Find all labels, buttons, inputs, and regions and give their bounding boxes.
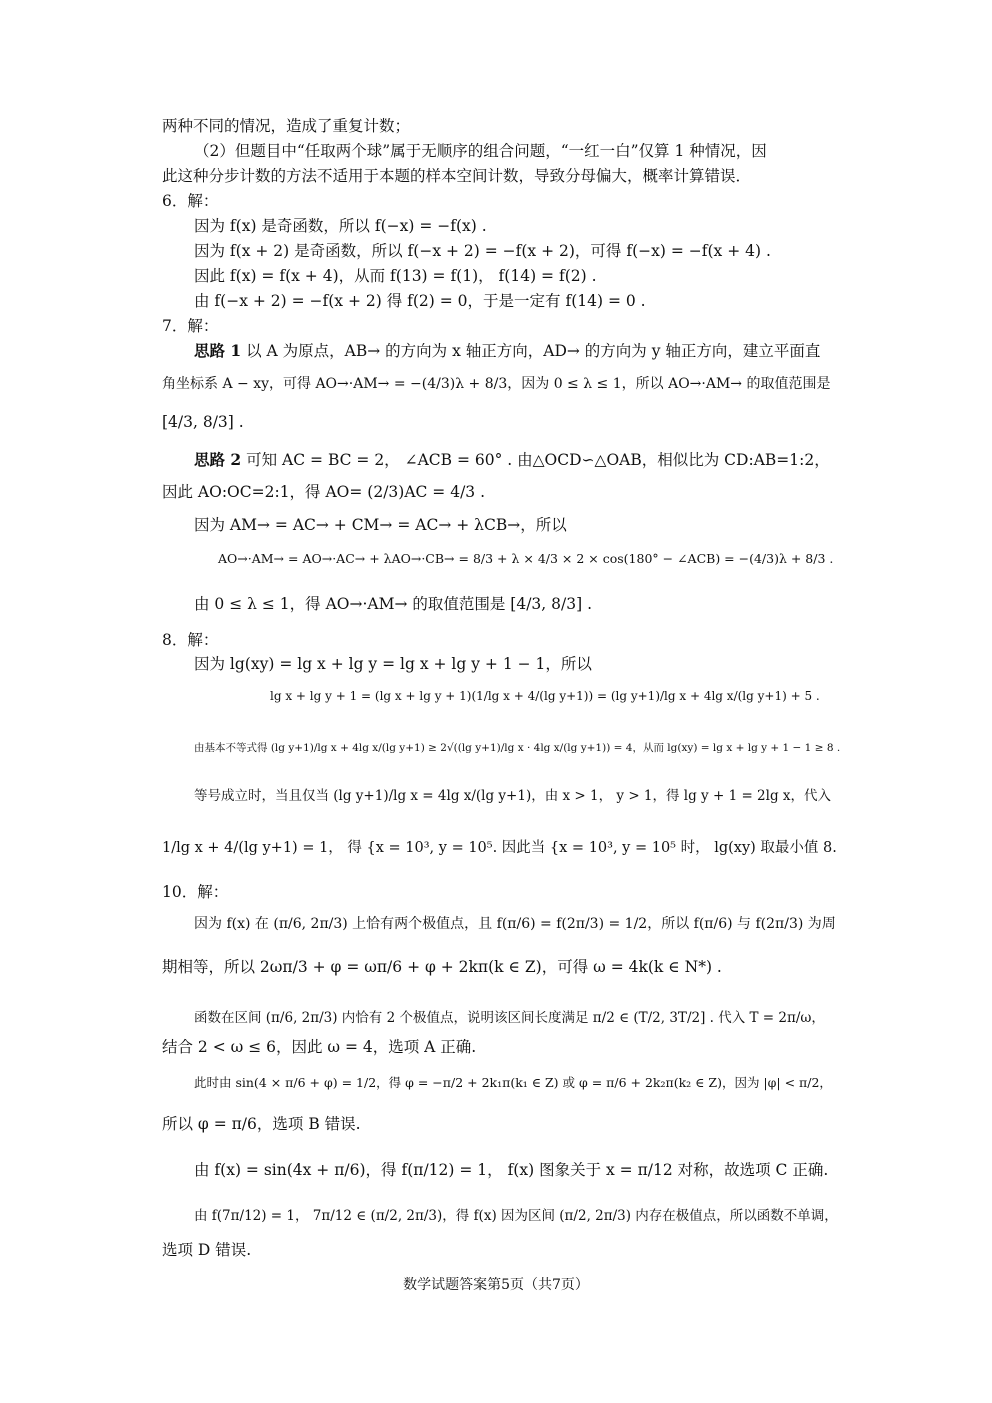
text-line: lg x + lg y + 1 = (lg x + lg y + 1)(1/lg x + 4/(lg y+1)) = (lg y+1)/lg x + 4lg x/(lg y+1) + 5 . xyxy=(270,689,820,703)
text-line: 角坐标系 A − xy，可得 AO→·AM→ = −(4/3)λ + 8/3，因为 0 ≤ λ ≤ 1，所以 AO→·AM→ 的取值范围是 xyxy=(162,376,831,392)
text-line: 因此 f(x) = f(x + 4)，从而 f(13) = f(1)， f(14) = f(2) . xyxy=(194,267,597,285)
text-line: AO→·AM→ = AO→·AC→ + λAO→·CB→ = 8/3 + λ × 4/3 × 2 × cos(180° − ∠ACB) = −(4/3)λ + 8/3 . xyxy=(218,551,834,566)
idea-label: 思路 1 xyxy=(194,341,242,360)
text-line: 由 0 ≤ λ ≤ 1，得 AO→·AM→ 的取值范围是 [4/3, 8/3] . xyxy=(194,595,592,613)
text-line: 此这种分步计数的方法不适用于本题的样本空间计数，导致分母偏大，概率计算错误． xyxy=(162,167,752,185)
problem-heading: 10．解： xyxy=(162,883,229,901)
page-footer: 数学试题答案第5页（共7页） xyxy=(403,1277,589,1293)
text-line: 因为 lg(xy) = lg x + lg y = lg x + lg y + 1 − 1，所以 xyxy=(194,655,592,673)
text-line: 因为 AM→ = AC→ + CM→ = AC→ + λCB→，所以 xyxy=(194,516,567,534)
text-line: 等号成立时，当且仅当 (lg y+1)/lg x = 4lg x/(lg y+1)，由 x > 1， y > 1，得 lg y + 1 = 2lg x，代入 xyxy=(194,788,832,804)
text-line: 由 f(x) = sin(4x + π/6)，得 f(π/12) = 1， f(x) 图象关于 x = π/12 对称，故选项 C 正确. xyxy=(194,1161,829,1179)
idea-label: 思路 2 xyxy=(194,450,242,469)
problem-heading: 6．解： xyxy=(162,192,219,210)
text-line: 因为 f(x + 2) 是奇函数，所以 f(−x + 2) = −f(x + 2)，可得 f(−x) = −f(x + 4) . xyxy=(194,242,771,260)
text-line: 函数在区间 (π/6, 2π/3) 内恰有 2 个极值点，说明该区间长度满足 π/2 ∈ (T/2, 3T/2] . 代入 T = 2π/ω， xyxy=(194,1010,825,1026)
text-line: 思路 2 可知 AC = BC = 2， ∠ACB = 60° . 由△OCD∽△OAB，相似比为 CD:AB=1:2， xyxy=(194,450,830,469)
problem-heading: 8．解： xyxy=(162,631,219,649)
text-line: [4/3, 8/3] . xyxy=(162,413,244,431)
text-line: （2）但题目中“任取两个球”属于无顺序的组合问题，“一红一白”仅算 1 种情况，因 xyxy=(194,142,767,160)
text-line: 因此 AO:OC=2:1，得 AO= (2/3)AC = 4/3 . xyxy=(162,483,486,501)
text-line: 因为 f(x) 在 (π/6, 2π/3) 上恰有两个极值点，且 f(π/6) = f(2π/3) = 1/2，所以 f(π/6) 与 f(2π/3) 为周 xyxy=(194,916,836,932)
text-line: 因为 f(x) 是奇函数，所以 f(−x) = −f(x) . xyxy=(194,217,487,235)
text-line: 1/lg x + 4/(lg y+1) = 1， 得 {x = 10³, y = 10⁵. 因此当 {x = 10³, y = 10⁵ 时， lg(xy) 取最小值 8. xyxy=(162,840,837,856)
text-line: 两种不同的情况，造成了重复计数； xyxy=(162,117,411,135)
text-line: 由基本不等式得 (lg y+1)/lg x + 4lg x/(lg y+1) ≥ 2√((lg y+1)/lg x · 4lg x/(lg y+1)) = 4，从而 lg(xy) = lg x + lg y + 1 − 1 ≥ 8 . xyxy=(194,742,841,754)
text-line: 由 f(7π/12) = 1， 7π/12 ∈ (π/2, 2π/3)，得 f(x) 因为区间 (π/2, 2π/3) 内存在极值点，所以函数不单调， xyxy=(194,1208,838,1224)
problem-heading: 7．解： xyxy=(162,317,219,335)
text-line: 此时由 sin(4 × π/6 + φ) = 1/2，得 φ = −π/2 + 2k₁π(k₁ ∈ Z) 或 φ = π/6 + 2k₂π(k₂ ∈ Z)，因为 |φ| < π/2， xyxy=(194,1075,832,1090)
text-line: 选项 D 错误. xyxy=(162,1241,252,1259)
text-line: 结合 2 < ω ≤ 6，因此 ω = 4，选项 A 正确. xyxy=(162,1038,477,1056)
text-line: 所以 φ = π/6，选项 B 错误. xyxy=(162,1115,361,1133)
text-line: 思路 1 以 A 为原点，AB→ 的方向为 x 轴正方向，AD→ 的方向为 y 轴正方向，建立平面直 xyxy=(194,341,821,360)
text-line: 期相等，所以 2ωπ/3 + φ = ωπ/6 + φ + 2kπ(k ∈ Z)，可得 ω = 4k(k ∈ N*) . xyxy=(162,958,722,976)
text-line: 由 f(−x + 2) = −f(x + 2) 得 f(2) = 0，于是一定有 f(14) = 0 . xyxy=(194,292,646,310)
